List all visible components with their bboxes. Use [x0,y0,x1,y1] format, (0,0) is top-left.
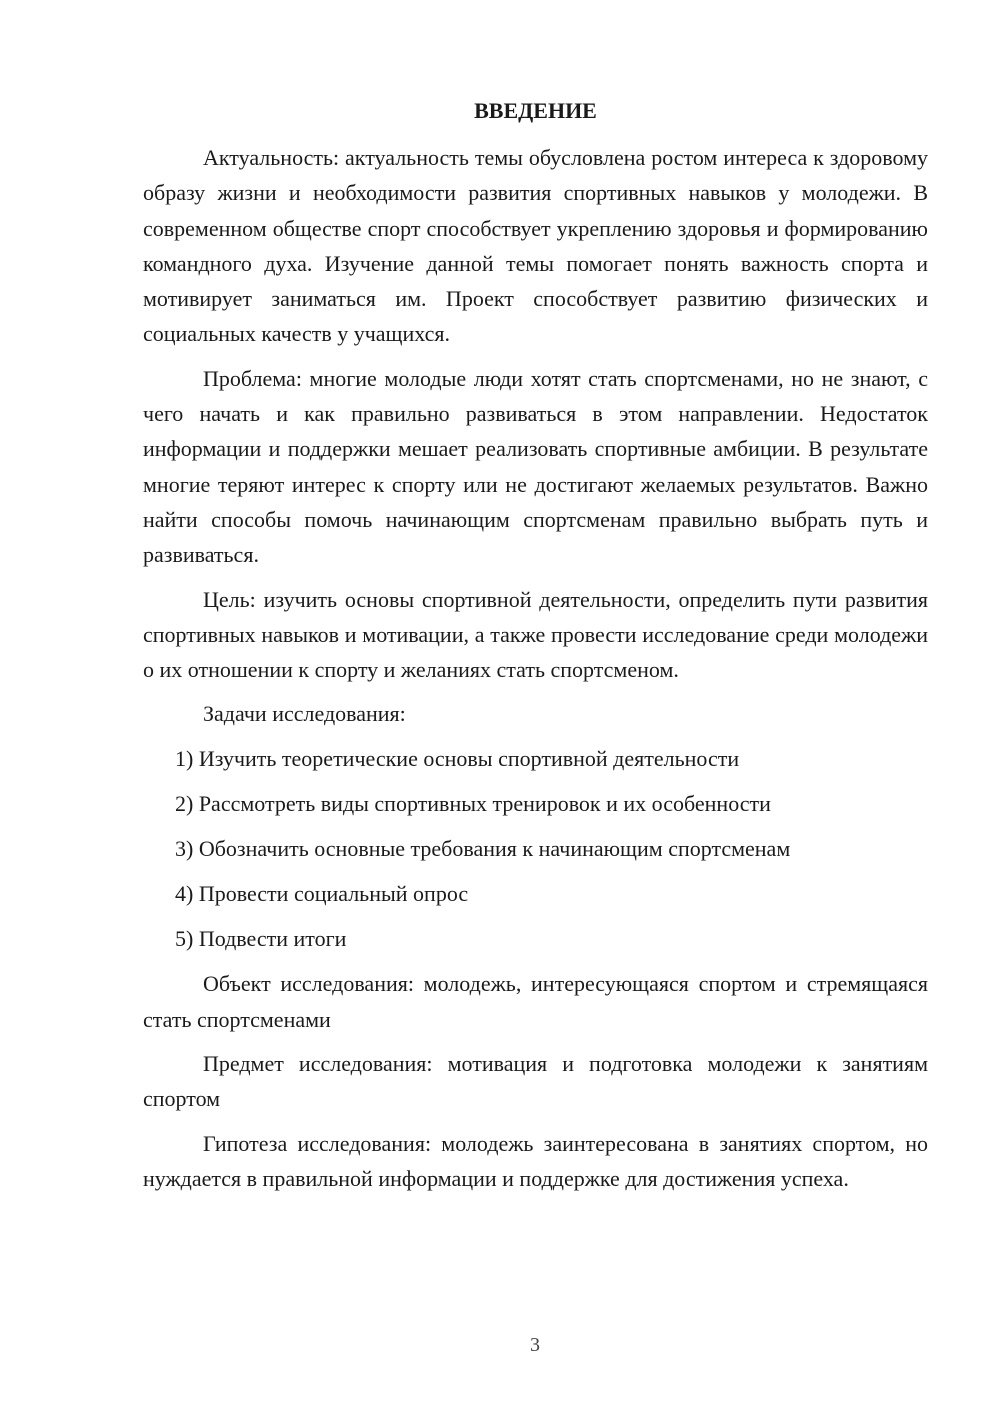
list-item: 3) Обозначить основные требования к начинающим спортсменам [175,836,791,862]
list-item: 4) Провести социальный опрос [175,881,469,907]
section-title: ВВЕДЕНИЕ [474,98,597,123]
list-item: 5) Подвести итоги [175,926,347,952]
paragraph-relevance: Актуальность: актуальность темы обусловлена ростом интереса к здоровому образу жизни и необходимости развития спортивных навыков у молодежи. В современном обществе спорт способствует укреплению здоровья и формированию командного духа. Изучение данной темы помогает понять важность спорта и мотивирует заниматься им. Проект способствует развитию физических и социальных качеств у учащихся. [143,145,928,347]
document-page [143,94,928,1205]
paragraph-object: Объект исследования: молодежь, интересующаяся спортом и стремящаяся стать спортсменами [143,971,928,1032]
paragraph-hypothesis: Гипотеза исследования: молодежь заинтересована в занятиях спортом, но нуждается в правильной информации и поддержке для достижения успеха. [143,1130,928,1191]
list-item: 1) Изучить теоретические основы спортивной деятельности [175,746,740,772]
paragraph-goal: Цель: изучить основы спортивной деятельности, определить пути развития спортивных навыков и мотивации, а также провести исследование среди молодежи о их отношении к спорту и желаниях стать спортсменом. [143,586,928,683]
paragraph-problem: Проблема: многие молодые люди хотят стать спортсменами, но не знают, с чего начать и как правильно развиваться в этом направлении. Недостаток информации и поддержки мешает реализовать спортивные амбиции. В результате многие теряют интерес к спорту или не достигают желаемых результатов. Важно найти способы помочь начинающим спортсменам правильно выбрать путь и развиваться. [143,365,928,568]
tasks-list [143,741,928,956]
list-item: 2) Рассмотреть виды спортивных тренировок и их особенности [175,791,771,817]
paragraph-subject: Предмет исследования: мотивация и подготовка молодежи к занятиям спортом [143,1051,928,1112]
tasks-heading: Задачи исследования: [203,701,406,727]
page-number: 3 [530,1334,540,1356]
